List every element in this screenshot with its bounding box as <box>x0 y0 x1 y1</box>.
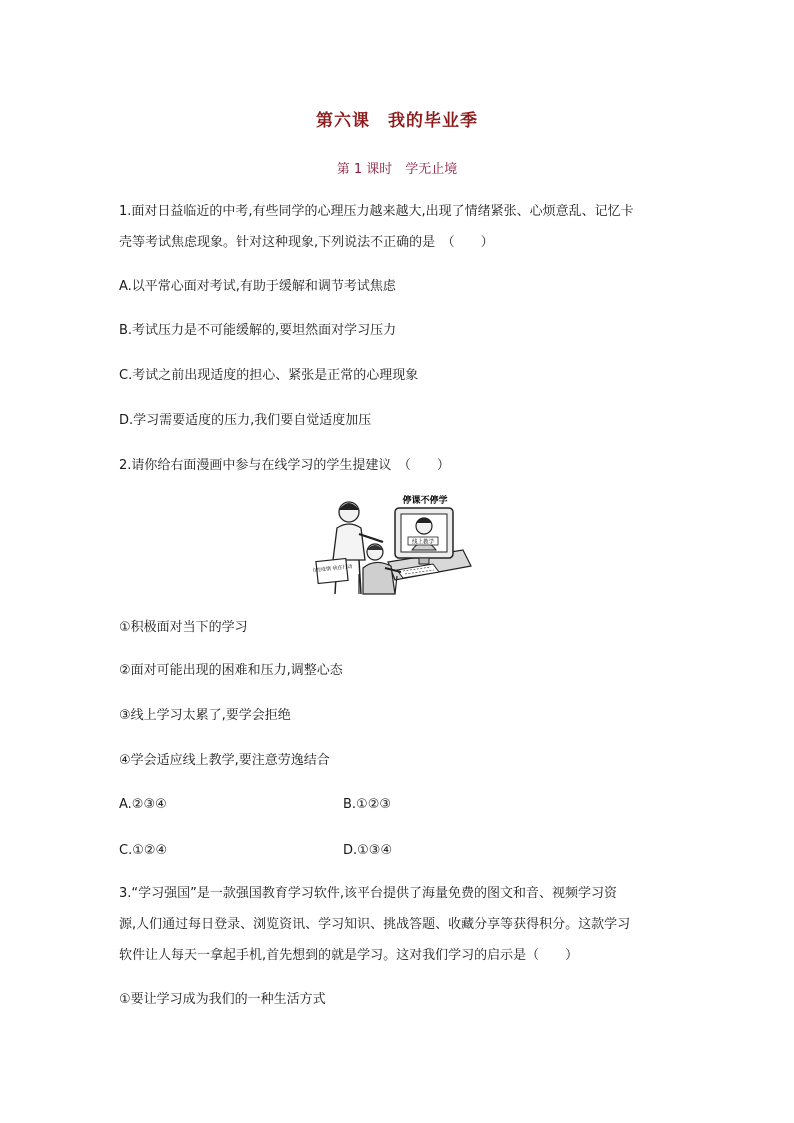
q3-stem-line-2: 源,人们通过每日登录、浏览资讯、学习知识、挑战答题、收藏分享等获得积分。这款学习 <box>119 917 631 932</box>
cartoon-illustration <box>313 490 483 600</box>
q1-option-c: C.考试之前出现适度的担心、紧张是正常的心理现象 <box>119 368 419 383</box>
q3-stem-line-3: 软件让人每天一拿起手机,首先想到的就是学习。这对我们学习的启示是（ ） <box>119 948 579 963</box>
q1-stem-line-2: 壳等考试焦虑现象。针对这种现象,下列说法不正确的是 （ ） <box>119 235 494 250</box>
screen-label: 线上教学 <box>411 539 435 546</box>
q2-stem: 2.请你给右面漫画中参与在线学习的学生提建议 （ ） <box>119 458 450 473</box>
q2-item-2: ②面对可能出现的困难和压力,调整心态 <box>119 663 343 678</box>
q2-option-b: B.①②③ <box>343 797 392 812</box>
online-learning-cartoon <box>313 490 483 600</box>
q2-item-4: ④学会适应线上教学,要注意劳逸结合 <box>119 753 330 768</box>
q2-item-3: ③线上学习太累了,要学会拒绝 <box>119 708 291 723</box>
lesson-subtitle: 第 1 课时 学无止境 <box>336 162 458 177</box>
q3-stem-line-1: 3.“学习强国”是一款强国教育学习软件,该平台提供了海量免费的图文和音、视频学习资 <box>119 886 618 901</box>
cartoon-caption: 停课不停学 <box>402 496 448 506</box>
q1-option-d: D.学习需要适度的压力,我们要自觉适度加压 <box>119 413 372 428</box>
q2-option-a: A.②③④ <box>119 797 167 812</box>
lesson-title: 第六课 我的毕业季 <box>316 111 478 131</box>
q1-stem-line-1: 1.面对日益临近的中考,有些同学的心理压力越来越大,出现了情绪紧张、心烦意乱、记忆卡 <box>119 204 634 219</box>
q2-item-1: ①积极面对当下的学习 <box>119 620 248 635</box>
q2-option-d: D.①③④ <box>343 843 393 858</box>
q3-item-1: ①要让学习成为我们的一种生活方式 <box>119 992 326 1007</box>
q1-option-a: A.以平常心面对考试,有助于缓解和调节考试焦虑 <box>119 279 396 294</box>
q2-option-c: C.①②④ <box>119 843 168 858</box>
sign-text: 防控疫情 我在行动 <box>313 563 353 575</box>
q1-option-b: B.考试压力是不可能缓解的,要坦然面对学习压力 <box>119 323 397 338</box>
